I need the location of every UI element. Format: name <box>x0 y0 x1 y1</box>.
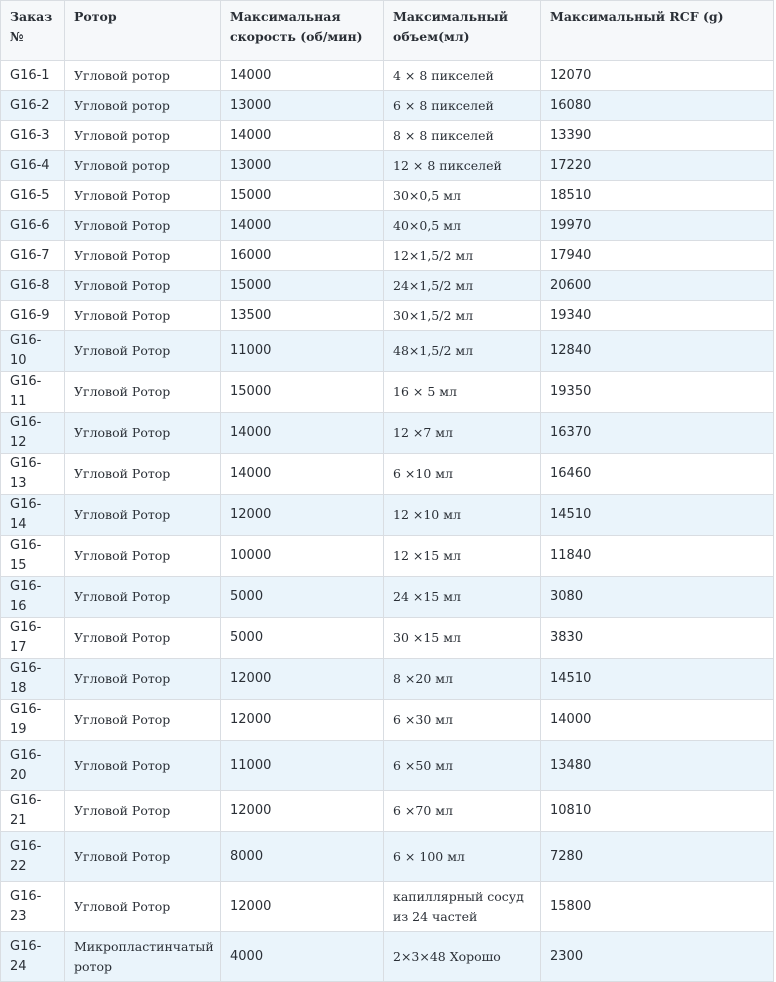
order-no-cell: G16-2 <box>1 91 65 121</box>
order-no-cell: G16-23 <box>1 882 65 932</box>
max-volume-cell: 40×0,5 мл <box>384 211 541 241</box>
rotor-cell: Угловой Ротор <box>65 181 221 211</box>
rotor-cell: Угловой Ротор <box>65 271 221 301</box>
order-no-cell: G16-12 <box>1 413 65 454</box>
max-speed-cell: 5000 <box>221 577 384 618</box>
max-rcf-cell: 14000 <box>541 700 774 741</box>
table-row <box>1 741 774 791</box>
max-volume-cell: 6 × 100 мл <box>384 832 541 882</box>
max-speed-cell: 15000 <box>221 372 384 413</box>
order-no-cell: G16-13 <box>1 454 65 495</box>
header-max-rcf: Максимальный RCF (g) <box>541 1 774 61</box>
max-volume-cell: 8 × 8 пикселей <box>384 121 541 151</box>
max-volume-cell: 4 × 8 пикселей <box>384 61 541 91</box>
max-rcf-cell: 10810 <box>541 791 774 832</box>
max-speed-cell: 12000 <box>221 882 384 932</box>
table-row <box>1 832 774 882</box>
table-row <box>1 882 774 932</box>
rotor-cell: Микропластинчатый ротор <box>65 932 221 982</box>
max-rcf-cell: 19340 <box>541 301 774 331</box>
order-no-cell: G16-18 <box>1 659 65 700</box>
table-row <box>1 700 774 741</box>
order-no-cell: G16-22 <box>1 832 65 882</box>
table-row <box>1 241 774 271</box>
max-speed-cell: 14000 <box>221 413 384 454</box>
max-rcf-cell: 17220 <box>541 151 774 181</box>
table-row <box>1 151 774 181</box>
max-volume-cell: 30×0,5 мл <box>384 181 541 211</box>
max-volume-cell: 12 ×7 мл <box>384 413 541 454</box>
max-speed-cell: 5000 <box>221 618 384 659</box>
header-order-no: Заказ № <box>1 1 65 61</box>
order-no-cell: G16-24 <box>1 932 65 982</box>
order-no-cell: G16-6 <box>1 211 65 241</box>
max-volume-cell: 12×1,5/2 мл <box>384 241 541 271</box>
rotor-cell: Угловой Ротор <box>65 618 221 659</box>
rotor-cell: Угловой Ротор <box>65 495 221 536</box>
order-no-cell: G16-7 <box>1 241 65 271</box>
max-volume-cell: 24 ×15 мл <box>384 577 541 618</box>
max-rcf-cell: 16370 <box>541 413 774 454</box>
order-no-cell: G16-15 <box>1 536 65 577</box>
max-speed-cell: 4000 <box>221 932 384 982</box>
max-volume-cell: 12 ×10 мл <box>384 495 541 536</box>
order-no-cell: G16-16 <box>1 577 65 618</box>
max-rcf-cell: 13390 <box>541 121 774 151</box>
max-volume-cell: 6 ×50 мл <box>384 741 541 791</box>
order-no-cell: G16-9 <box>1 301 65 331</box>
rotor-cell: Угловой Ротор <box>65 882 221 932</box>
table-row <box>1 61 774 91</box>
order-no-cell: G16-20 <box>1 741 65 791</box>
rotor-cell: Угловой Ротор <box>65 659 221 700</box>
max-volume-cell: 6 × 8 пикселей <box>384 91 541 121</box>
table-row <box>1 331 774 372</box>
max-rcf-cell: 14510 <box>541 495 774 536</box>
rotor-cell: Угловой Ротор <box>65 413 221 454</box>
max-rcf-cell: 3080 <box>541 577 774 618</box>
max-rcf-cell: 20600 <box>541 271 774 301</box>
rotor-cell: Угловой ротор <box>65 151 221 181</box>
max-speed-cell: 15000 <box>221 181 384 211</box>
max-volume-cell: 24×1,5/2 мл <box>384 271 541 301</box>
max-volume-cell: 12 ×15 мл <box>384 536 541 577</box>
rotor-cell: Угловой Ротор <box>65 372 221 413</box>
max-volume-cell: 16 × 5 мл <box>384 372 541 413</box>
rotor-cell: Угловой Ротор <box>65 331 221 372</box>
table-body <box>1 61 774 982</box>
max-rcf-cell: 19970 <box>541 211 774 241</box>
order-no-cell: G16-17 <box>1 618 65 659</box>
max-rcf-cell: 16080 <box>541 91 774 121</box>
max-rcf-cell: 2300 <box>541 932 774 982</box>
max-speed-cell: 14000 <box>221 211 384 241</box>
max-volume-cell: 48×1,5/2 мл <box>384 331 541 372</box>
table-row <box>1 413 774 454</box>
max-speed-cell: 15000 <box>221 271 384 301</box>
rotor-cell: Угловой Ротор <box>65 301 221 331</box>
table-row <box>1 271 774 301</box>
rotor-cell: Угловой ротор <box>65 61 221 91</box>
header-max-speed: Максимальная скорость (об/мин) <box>221 1 384 61</box>
order-no-cell: G16-3 <box>1 121 65 151</box>
table-row <box>1 791 774 832</box>
order-no-cell: G16-10 <box>1 331 65 372</box>
max-volume-cell: 6 ×70 мл <box>384 791 541 832</box>
max-volume-cell: 6 ×10 мл <box>384 454 541 495</box>
table-row <box>1 454 774 495</box>
max-speed-cell: 13000 <box>221 91 384 121</box>
order-no-cell: G16-11 <box>1 372 65 413</box>
rotor-cell: Угловой Ротор <box>65 211 221 241</box>
rotor-cell: Угловой Ротор <box>65 536 221 577</box>
max-speed-cell: 14000 <box>221 454 384 495</box>
max-rcf-cell: 17940 <box>541 241 774 271</box>
table-header-row <box>1 1 774 61</box>
max-rcf-cell: 15800 <box>541 882 774 932</box>
order-no-cell: G16-19 <box>1 700 65 741</box>
rotor-cell: Угловой ротор <box>65 121 221 151</box>
max-speed-cell: 12000 <box>221 700 384 741</box>
table-row <box>1 91 774 121</box>
max-volume-cell: 30×1,5/2 мл <box>384 301 541 331</box>
table-row <box>1 181 774 211</box>
max-volume-cell: 2×3×48 Хорошо <box>384 932 541 982</box>
order-no-cell: G16-14 <box>1 495 65 536</box>
max-rcf-cell: 19350 <box>541 372 774 413</box>
table-row <box>1 301 774 331</box>
max-rcf-cell: 18510 <box>541 181 774 211</box>
order-no-cell: G16-1 <box>1 61 65 91</box>
max-speed-cell: 14000 <box>221 61 384 91</box>
max-speed-cell: 12000 <box>221 659 384 700</box>
table-row <box>1 577 774 618</box>
max-rcf-cell: 13480 <box>541 741 774 791</box>
order-no-cell: G16-21 <box>1 791 65 832</box>
max-speed-cell: 14000 <box>221 121 384 151</box>
table-row <box>1 211 774 241</box>
table-row <box>1 372 774 413</box>
rotor-cell: Угловой Ротор <box>65 741 221 791</box>
rotor-cell: Угловой ротор <box>65 91 221 121</box>
max-speed-cell: 13500 <box>221 301 384 331</box>
table-row <box>1 536 774 577</box>
max-speed-cell: 11000 <box>221 741 384 791</box>
table-row <box>1 495 774 536</box>
max-speed-cell: 10000 <box>221 536 384 577</box>
max-rcf-cell: 14510 <box>541 659 774 700</box>
max-rcf-cell: 3830 <box>541 618 774 659</box>
max-speed-cell: 13000 <box>221 151 384 181</box>
rotor-cell: Угловой Ротор <box>65 700 221 741</box>
rotor-cell: Угловой Ротор <box>65 791 221 832</box>
rotor-cell: Угловой Ротор <box>65 832 221 882</box>
max-rcf-cell: 7280 <box>541 832 774 882</box>
header-max-volume: Максимальный объем(мл) <box>384 1 541 61</box>
rotor-cell: Угловой Ротор <box>65 577 221 618</box>
max-volume-cell: 6 ×30 мл <box>384 700 541 741</box>
max-speed-cell: 12000 <box>221 495 384 536</box>
max-volume-cell: 12 × 8 пикселей <box>384 151 541 181</box>
order-no-cell: G16-8 <box>1 271 65 301</box>
max-rcf-cell: 12840 <box>541 331 774 372</box>
table-row <box>1 932 774 982</box>
max-volume-cell: капиллярный сосуд из 24 частей <box>384 882 541 932</box>
rotor-cell: Угловой Ротор <box>65 454 221 495</box>
header-rotor: Ротор <box>65 1 221 61</box>
max-volume-cell: 30 ×15 мл <box>384 618 541 659</box>
table-row <box>1 618 774 659</box>
max-speed-cell: 12000 <box>221 791 384 832</box>
table-row <box>1 121 774 151</box>
rotor-cell: Угловой Ротор <box>65 241 221 271</box>
max-speed-cell: 8000 <box>221 832 384 882</box>
max-volume-cell: 8 ×20 мл <box>384 659 541 700</box>
order-no-cell: G16-4 <box>1 151 65 181</box>
max-speed-cell: 11000 <box>221 331 384 372</box>
max-rcf-cell: 16460 <box>541 454 774 495</box>
table-row <box>1 659 774 700</box>
max-rcf-cell: 11840 <box>541 536 774 577</box>
order-no-cell: G16-5 <box>1 181 65 211</box>
max-rcf-cell: 12070 <box>541 61 774 91</box>
max-speed-cell: 16000 <box>221 241 384 271</box>
